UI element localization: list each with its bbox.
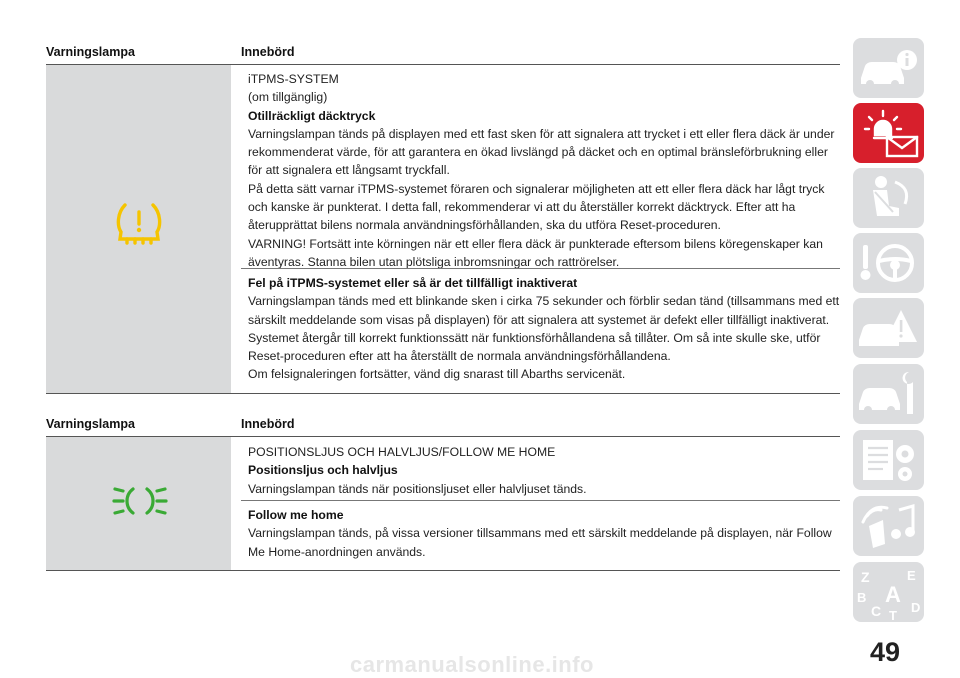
table1-bottom-rule [46, 393, 840, 394]
table2-bottom-rule [46, 570, 840, 571]
section-heading: Follow me home [248, 508, 344, 522]
sidebar-tab-emergency[interactable] [853, 298, 924, 358]
section-paragraph: Varningslampan tänds när positionsljuset eller halvljuset tänds. [248, 481, 587, 496]
section-heading: Otillräckligt däcktryck [248, 108, 376, 123]
table2-content-main [248, 443, 840, 498]
section-paragraph: VARNING! Fortsätt inte körningen när ett eller flera däck är punkterade eftersom bilens köregenskaper kan äventyras. Stanna bilen utan plötsliga inbromsningar och rattrörelser. [248, 236, 823, 269]
sidebar-tab-technical-data[interactable] [853, 430, 924, 490]
svg-text:T: T [889, 608, 897, 622]
table1-content-fault [248, 274, 840, 384]
svg-text:A: A [885, 582, 901, 607]
svg-text:E: E [907, 568, 916, 583]
table2-header-col1: Varningslampa [46, 417, 135, 431]
sidebar-tab-warning-lights[interactable] [853, 103, 924, 163]
section-paragraph: Om felsignaleringen fortsätter, vänd dig snarast till Abarths servicenät. [248, 367, 626, 382]
technical-data-icon [853, 430, 924, 490]
table1-header-col2: Innebörd [241, 45, 295, 59]
tpms-subtitle: (om tillgänglig) [248, 90, 328, 105]
car-emergency-icon [853, 298, 924, 358]
section-heading: Positionsljus och halvljus [248, 463, 398, 478]
svg-text:B: B [857, 590, 867, 605]
warning-light-message-icon [853, 103, 924, 163]
page-number: 49 [870, 637, 901, 667]
table1-content-main [248, 70, 840, 271]
section-paragraph: Varningslampan tänds på displayen med ett fast sken för att signalera att trycket i ett eller flera däck är under rekommenderat värde, för att garantera en ökad livslängd på däcket och en optimal bränsleförbrukning eller för att signalera ett långsamt tryckfall. [248, 126, 835, 178]
tpms-title: iTPMS-SYSTEM [248, 72, 339, 86]
sidebar-tab-index[interactable] [853, 562, 924, 622]
section-paragraph: Varningslampan tänds, på vissa versioner tillsammans med ett särskilt meddelande på displayen, när Follow Me Home-anordningen används. [248, 526, 832, 559]
section-paragraph: På detta sätt varnar iTPMS-systemet föraren och signalerar möjligheten att ett eller flera däck har lågt tryck och kanske är punkterat. I detta fall, rekommenderar vi att du återställer korrekt däcktryck. Efter att ha återupprättat bilens normala användningsförhållanden, ska du utföra Reset-proceduren. [248, 181, 825, 233]
sidebar-tab-multimedia[interactable] [853, 496, 924, 556]
seat-airbag-icon [853, 168, 924, 228]
sidebar-tab-maintenance[interactable] [853, 364, 924, 424]
tpms-tire-pressure-warning-icon [107, 199, 171, 252]
table2-content-follow [248, 506, 840, 561]
steering-wheel-key-icon [853, 233, 924, 293]
multimedia-icon [853, 496, 924, 556]
lights-title: POSITIONSLJUS OCH HALVLJUS/FOLLOW ME HOME [248, 445, 556, 459]
svg-text:C: C [871, 603, 882, 619]
car-info-icon [853, 38, 924, 98]
table2-inner-rule [241, 500, 840, 501]
sidebar-tab-car-info[interactable] [853, 38, 924, 98]
footer-watermark: carmanualsonline.info [350, 652, 594, 677]
sidebar-tab-safety[interactable] [853, 168, 924, 228]
section-heading: Fel på iTPMS-systemet eller så är det tillfälligt inaktiverat [248, 276, 578, 290]
section-paragraph: Varningslampan tänds med ett blinkande sken i cirka 75 sekunder och förblir sedan tänd (tillsammans med ett särskilt meddelande som visas på displayen) för att signalera att systemet är defekt eller tillfälligt inaktiverat. Systemet återgår till korrekt funktionssätt när funktionsförhållandena så tillåter. Om så inte skulle ske, utför Reset-proceduren efter att ha återställt de normala användningsförhållandena. [248, 294, 840, 364]
car-maintenance-icon [853, 364, 924, 424]
position-lights-icon [111, 481, 169, 526]
table1-inner-rule [241, 268, 840, 269]
table2-header-col2: Innebörd [241, 417, 295, 431]
svg-text:D: D [911, 600, 921, 615]
sidebar-tab-starting-driving[interactable] [853, 233, 924, 293]
table1-header-col1: Varningslampa [46, 45, 135, 59]
alphabetical-index-icon [853, 562, 924, 622]
svg-text:Z: Z [861, 569, 870, 585]
